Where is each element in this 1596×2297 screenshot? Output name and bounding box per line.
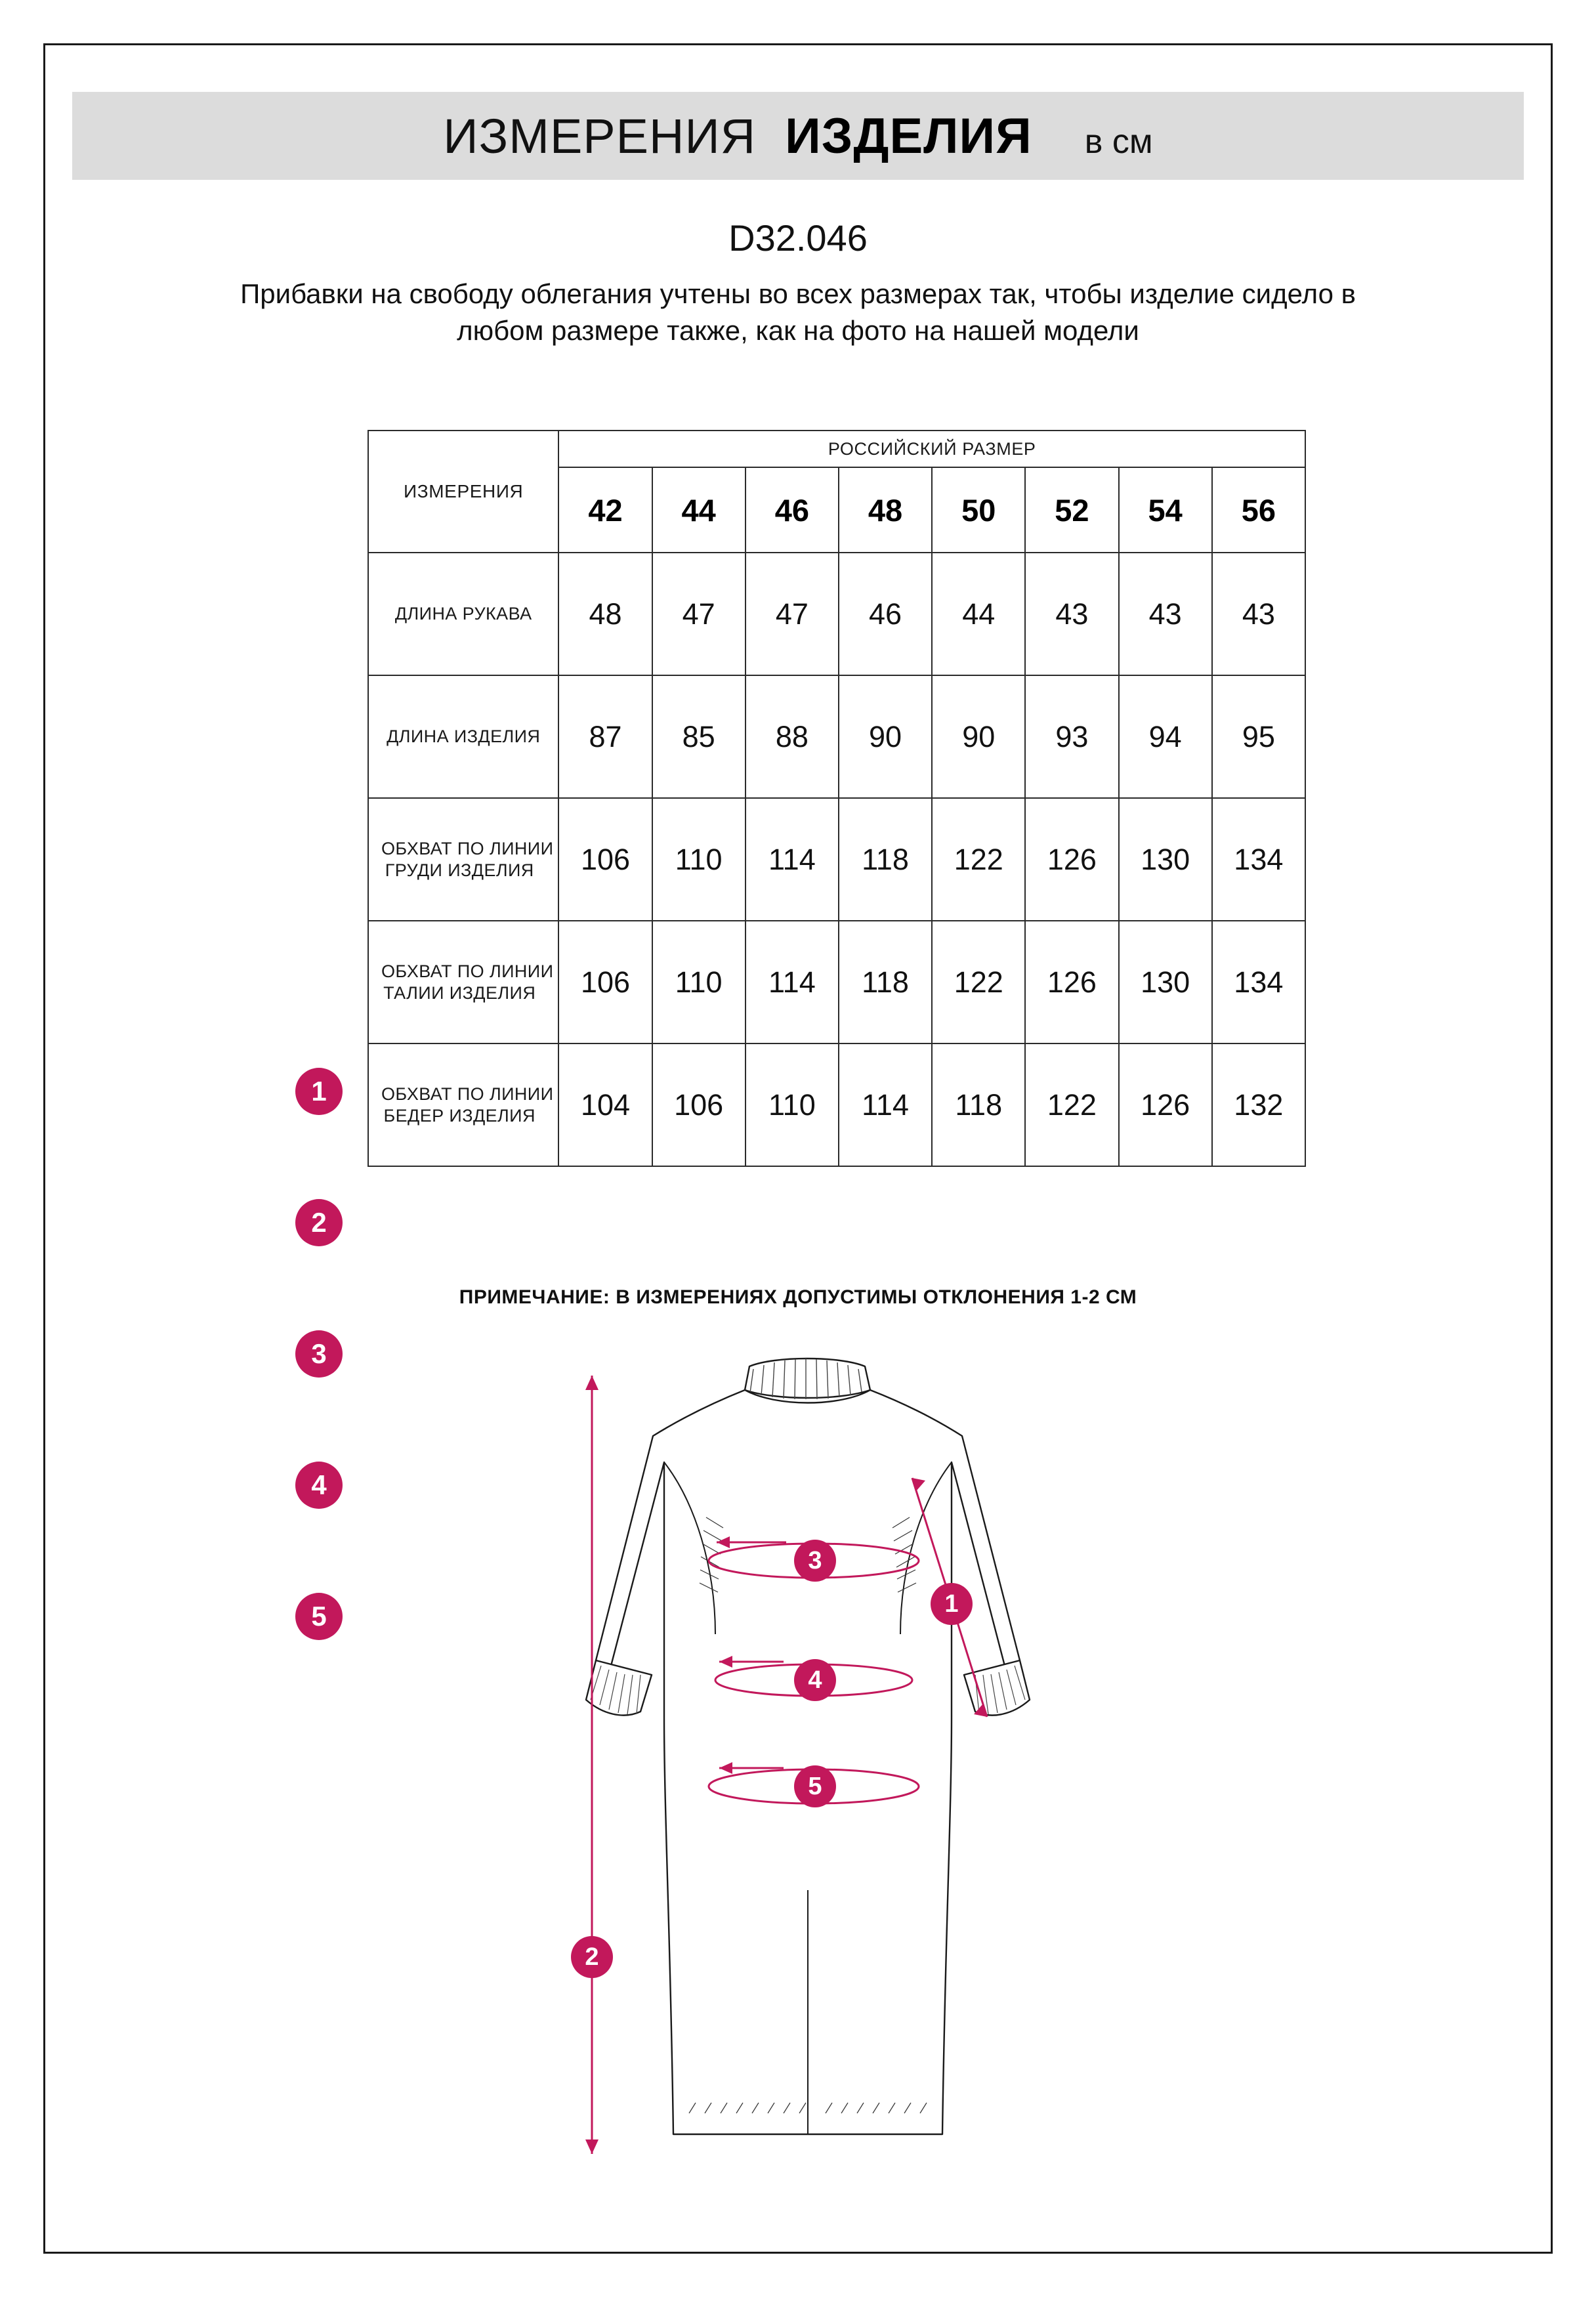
measurement-cell bbox=[1119, 921, 1212, 1043]
measurement-value: 106 bbox=[580, 842, 631, 876]
measurement-value: 114 bbox=[768, 965, 816, 999]
size-value: 44 bbox=[681, 492, 716, 528]
measurement-value: 47 bbox=[775, 597, 808, 631]
size-cell bbox=[1212, 467, 1305, 553]
row-badge-4: 4 bbox=[295, 1462, 343, 1509]
measurement-value: 118 bbox=[862, 842, 909, 876]
measurement-cell bbox=[1212, 553, 1305, 675]
measurement-cell bbox=[652, 675, 746, 798]
measurement-cell bbox=[1119, 675, 1212, 798]
measurement-value: 114 bbox=[768, 842, 816, 876]
measurement-value: 122 bbox=[954, 842, 1003, 876]
measurement-cell bbox=[1025, 675, 1118, 798]
measurement-value: 134 bbox=[1234, 842, 1284, 876]
measurement-cell bbox=[1119, 798, 1212, 921]
row-label-cell bbox=[368, 1043, 558, 1166]
measurement-cell bbox=[652, 553, 746, 675]
figure-badge-4: 4 bbox=[794, 1659, 836, 1701]
measurement-cell bbox=[746, 921, 839, 1043]
row-badge-2: 2 bbox=[295, 1199, 343, 1246]
measurement-cell bbox=[652, 921, 746, 1043]
measurement-cell bbox=[558, 798, 652, 921]
row-label: ОБХВАТ ПО ЛИНИИ ГРУДИ ИЗДЕЛИЯ bbox=[381, 838, 554, 880]
measurement-value: 126 bbox=[1047, 842, 1097, 876]
figure-badge-1: 1 bbox=[931, 1583, 973, 1625]
measurement-value: 85 bbox=[682, 719, 715, 753]
russian-size-header-label: РОССИЙСКИЙ РАЗМЕР bbox=[828, 438, 1036, 459]
size-value: 52 bbox=[1055, 492, 1089, 528]
row-label: ОБХВАТ ПО ЛИНИИ БЕДЕР ИЗДЕЛИЯ bbox=[381, 1084, 554, 1126]
title-product: ИЗДЕЛИЯ bbox=[785, 108, 1032, 164]
measurement-cell bbox=[932, 798, 1025, 921]
measurement-value: 134 bbox=[1234, 965, 1284, 999]
measurement-cell bbox=[839, 921, 932, 1043]
measurement-cell bbox=[1212, 675, 1305, 798]
figure-badge-2: 2 bbox=[571, 1936, 613, 1978]
measurement-value: 93 bbox=[1055, 719, 1089, 753]
table-row bbox=[368, 675, 1305, 798]
size-value: 42 bbox=[588, 492, 623, 528]
size-cell bbox=[1025, 467, 1118, 553]
measurement-value: 110 bbox=[768, 1087, 816, 1122]
size-cell bbox=[652, 467, 746, 553]
measurement-cell bbox=[839, 553, 932, 675]
measurement-cell bbox=[932, 1043, 1025, 1166]
measurement-value: 87 bbox=[589, 719, 622, 753]
measurement-value: 114 bbox=[862, 1087, 909, 1122]
size-table bbox=[368, 430, 1306, 1167]
measurement-cell bbox=[1212, 798, 1305, 921]
measurement-cell bbox=[1025, 553, 1118, 675]
measurement-cell bbox=[746, 1043, 839, 1166]
row-badge-5: 5 bbox=[295, 1593, 343, 1640]
measurement-value: 118 bbox=[862, 965, 909, 999]
figure-badge-3: 3 bbox=[794, 1540, 836, 1582]
table-row bbox=[368, 1043, 1305, 1166]
header-title-group bbox=[443, 108, 1152, 165]
size-value: 54 bbox=[1148, 492, 1183, 528]
size-value: 56 bbox=[1241, 492, 1276, 528]
measurement-cell bbox=[1025, 1043, 1118, 1166]
measurement-cell bbox=[1119, 1043, 1212, 1166]
row-label: ДЛИНА РУКАВА bbox=[394, 604, 532, 624]
measurement-value: 94 bbox=[1148, 719, 1182, 753]
measurement-cell bbox=[932, 675, 1025, 798]
measurement-cell bbox=[746, 553, 839, 675]
measurement-value: 130 bbox=[1141, 842, 1190, 876]
measurement-cell bbox=[746, 675, 839, 798]
row-badge-3: 3 bbox=[295, 1330, 343, 1378]
measurement-cell bbox=[1212, 1043, 1305, 1166]
table-row bbox=[368, 553, 1305, 675]
size-cell bbox=[558, 467, 652, 553]
measurement-cell bbox=[652, 798, 746, 921]
size-value: 50 bbox=[961, 492, 996, 528]
measurement-value: 95 bbox=[1242, 719, 1275, 753]
measurement-cell bbox=[1212, 921, 1305, 1043]
measurement-cell bbox=[932, 553, 1025, 675]
row-label-cell bbox=[368, 553, 558, 675]
measurement-value: 90 bbox=[962, 719, 996, 753]
size-cell bbox=[839, 467, 932, 553]
measurement-cell bbox=[558, 921, 652, 1043]
title-unit: в см bbox=[1084, 122, 1153, 161]
measurement-cell bbox=[932, 921, 1025, 1043]
measurement-value: 46 bbox=[869, 597, 902, 631]
measurement-value: 126 bbox=[1047, 965, 1097, 999]
measurement-cell bbox=[558, 553, 652, 675]
size-cell bbox=[746, 467, 839, 553]
measurement-value: 43 bbox=[1055, 597, 1089, 631]
measurement-value: 88 bbox=[775, 719, 808, 753]
measurement-value: 122 bbox=[1047, 1087, 1097, 1122]
measurement-value: 118 bbox=[955, 1087, 1003, 1122]
measurement-cell bbox=[839, 1043, 932, 1166]
measurement-cell bbox=[558, 675, 652, 798]
measurement-value: 48 bbox=[589, 597, 622, 631]
garment-illustration bbox=[518, 1352, 1109, 2218]
measure-header-cell bbox=[368, 431, 558, 553]
measurement-cell bbox=[1025, 798, 1118, 921]
measurement-cell bbox=[1025, 921, 1118, 1043]
table-row bbox=[368, 921, 1305, 1043]
measurement-value: 104 bbox=[580, 1087, 631, 1122]
figure-badge-5: 5 bbox=[794, 1765, 836, 1807]
row-badge-1: 1 bbox=[295, 1068, 343, 1115]
measurement-value: 106 bbox=[674, 1087, 724, 1122]
row-label-cell bbox=[368, 675, 558, 798]
size-value: 48 bbox=[868, 492, 903, 528]
russian-size-header-cell bbox=[558, 431, 1305, 467]
deviation-note: ПРИМЕЧАНИЕ: В ИЗМЕРЕНИЯХ ДОПУСТИМЫ ОТКЛОНЕНИЯ 1-2 СМ bbox=[459, 1286, 1137, 1308]
measurement-cell bbox=[839, 798, 932, 921]
row-label-cell bbox=[368, 921, 558, 1043]
measurement-value: 43 bbox=[1148, 597, 1182, 631]
measurement-value: 106 bbox=[580, 965, 631, 999]
row-label: ОБХВАТ ПО ЛИНИИ ТАЛИИ ИЗДЕЛИЯ bbox=[381, 961, 554, 1003]
measurement-value: 43 bbox=[1242, 597, 1275, 631]
measurement-value: 122 bbox=[954, 965, 1003, 999]
row-label: ДЛИНА ИЗДЕЛИЯ bbox=[387, 727, 541, 747]
measurement-cell bbox=[558, 1043, 652, 1166]
measurement-cell bbox=[746, 798, 839, 921]
article-code: D32.046 bbox=[728, 217, 868, 259]
measurement-value: 126 bbox=[1141, 1087, 1190, 1122]
measurement-cell bbox=[1119, 553, 1212, 675]
measurement-value: 47 bbox=[682, 597, 715, 631]
table-group-header-row bbox=[368, 431, 1305, 467]
measurement-value: 90 bbox=[869, 719, 902, 753]
size-cell bbox=[1119, 467, 1212, 553]
article-description: Прибавки на свободу облегания учтены во всех размерах так, чтобы изделие сидело в любом размере также, как на фото на нашей модели bbox=[240, 278, 1356, 347]
title-measurements: ИЗМЕРЕНИЯ bbox=[443, 108, 757, 163]
table-row bbox=[368, 798, 1305, 921]
measurement-value: 130 bbox=[1141, 965, 1190, 999]
measure-header-label: ИЗМЕРЕНИЯ bbox=[404, 481, 524, 501]
header-band bbox=[72, 92, 1524, 180]
measurement-value: 44 bbox=[962, 597, 996, 631]
measurement-cell bbox=[839, 675, 932, 798]
size-cell bbox=[932, 467, 1025, 553]
row-label-cell bbox=[368, 798, 558, 921]
size-value: 46 bbox=[774, 492, 809, 528]
measurement-value: 132 bbox=[1234, 1087, 1284, 1122]
measurement-value: 110 bbox=[675, 842, 723, 876]
measurement-cell bbox=[652, 1043, 746, 1166]
measurement-value: 110 bbox=[675, 965, 723, 999]
